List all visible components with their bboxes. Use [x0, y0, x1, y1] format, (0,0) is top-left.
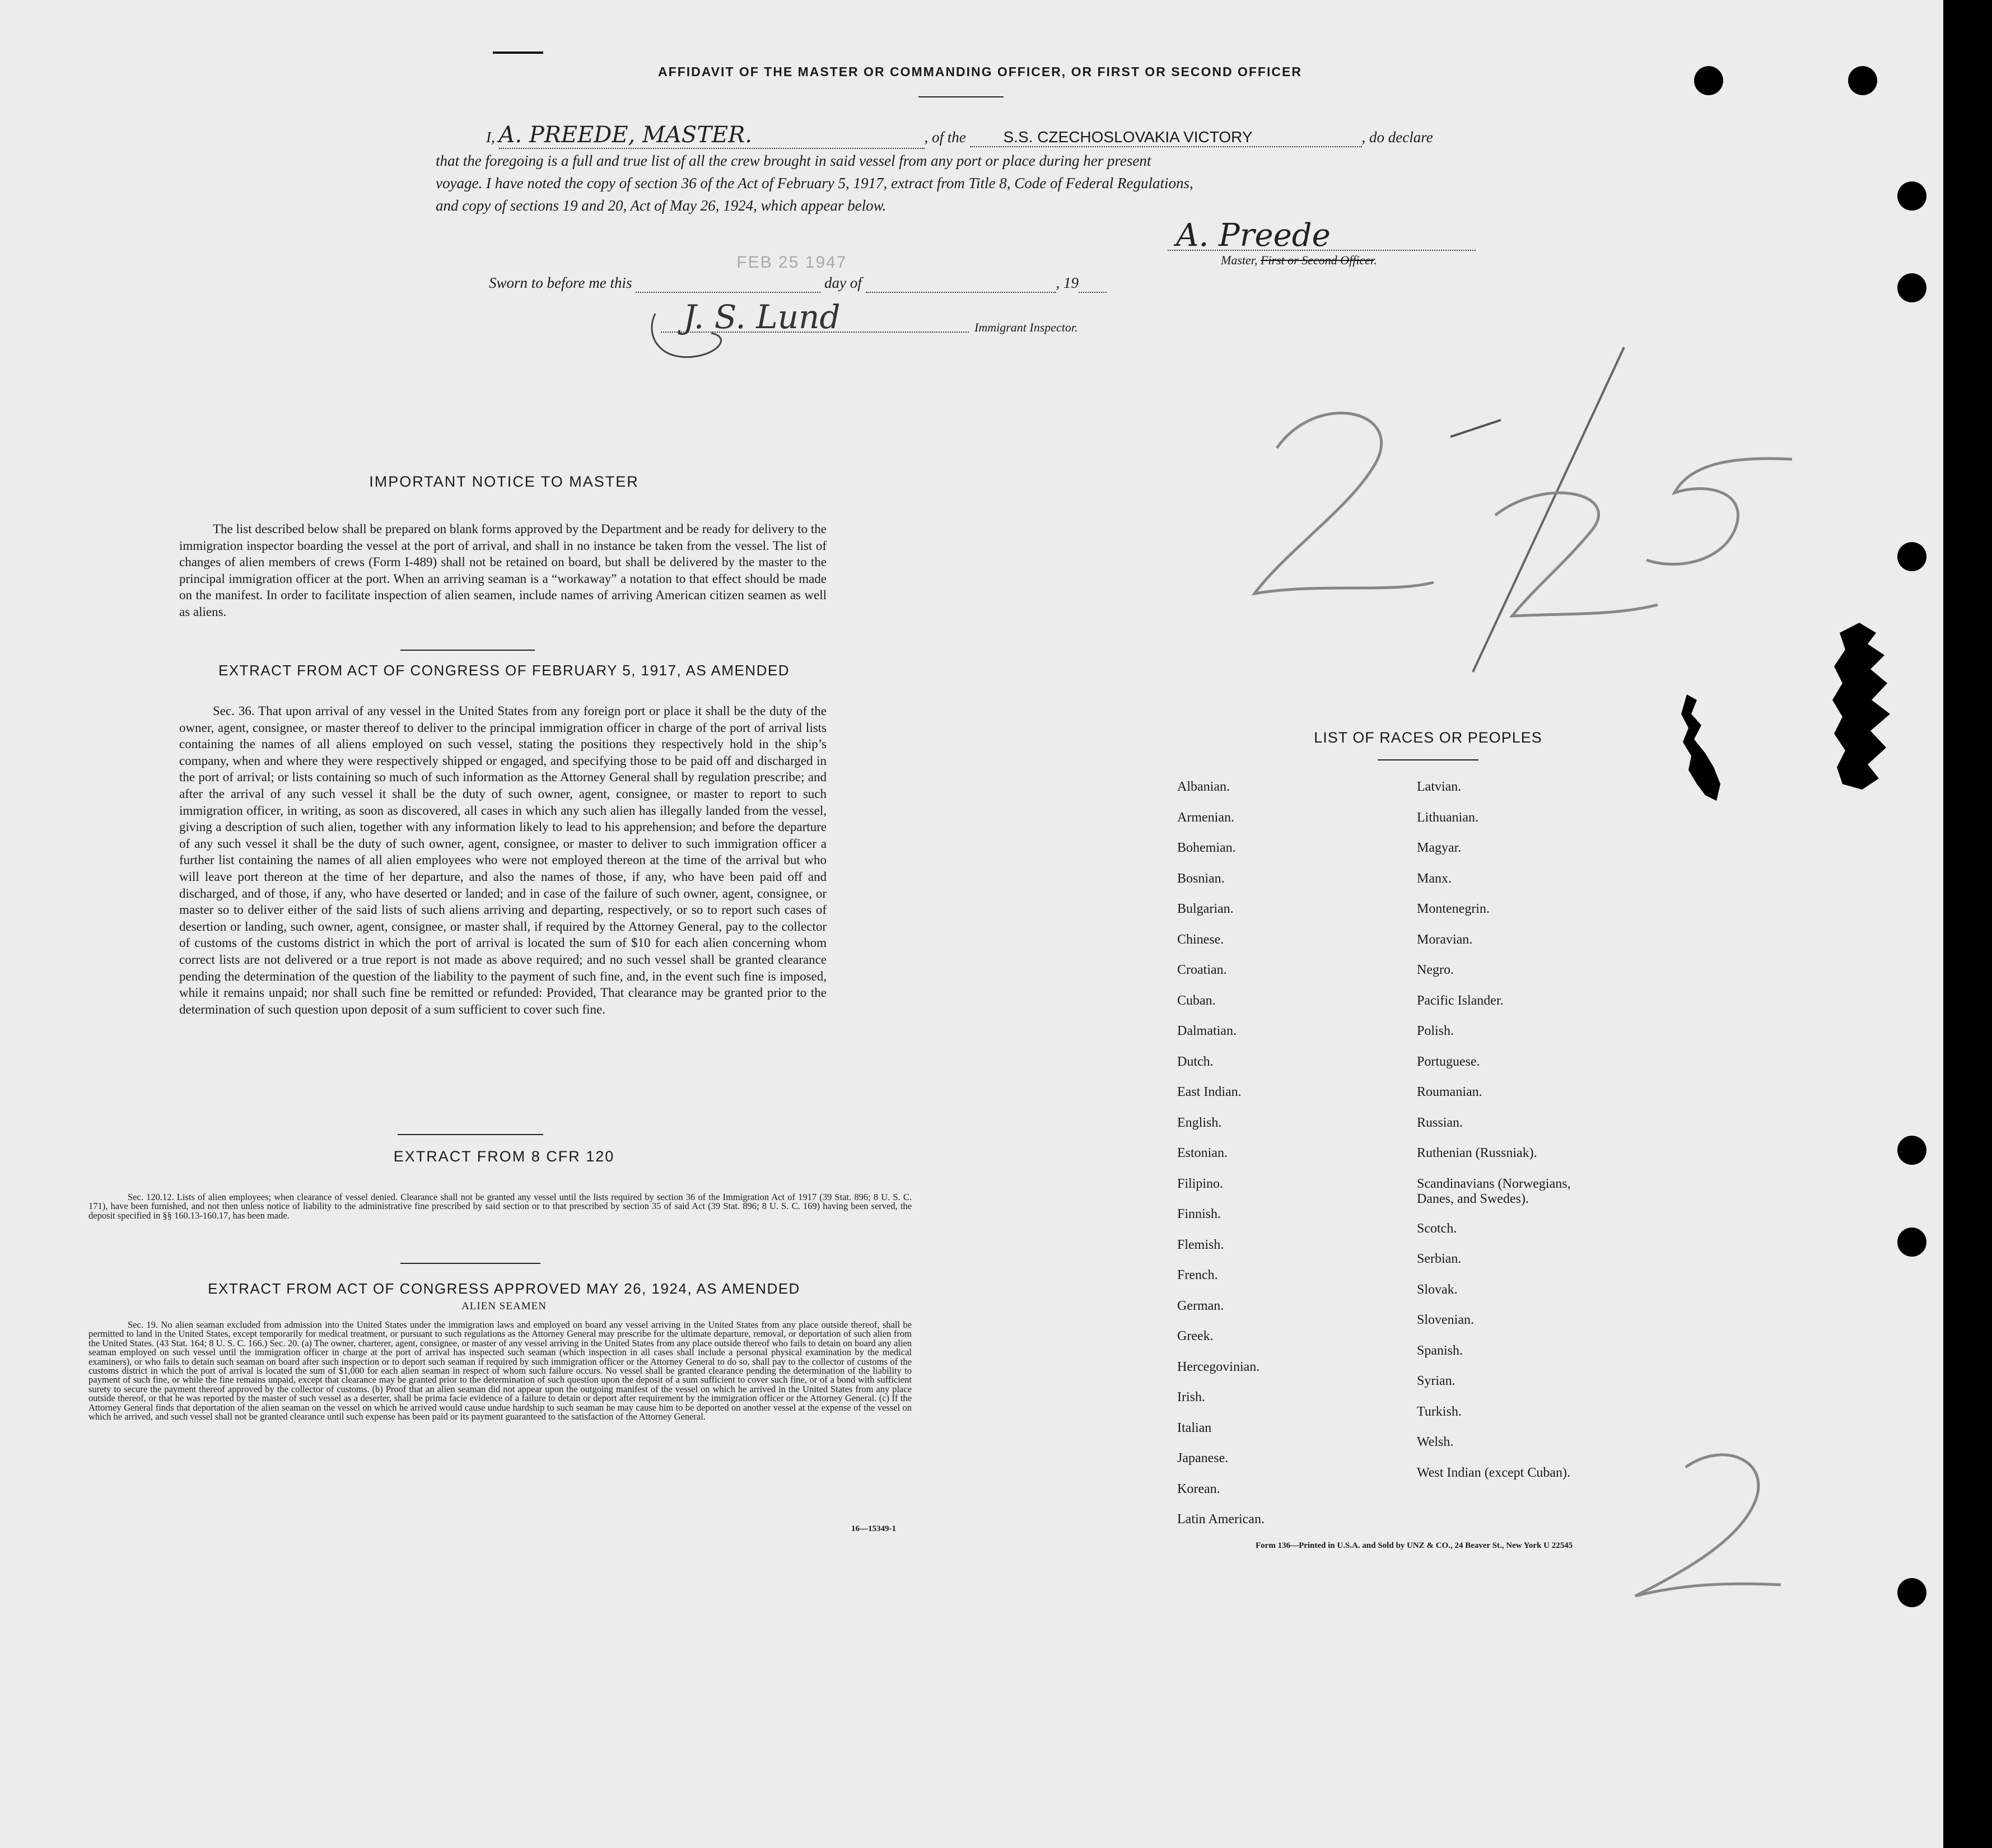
race-list-item: Roumanian. — [1417, 1085, 1482, 1099]
race-list-item: Latin American. — [1177, 1512, 1265, 1527]
races-heading: LIST OF RACES OR PEOPLES — [1314, 729, 1542, 746]
race-list-item: Korean. — [1177, 1481, 1220, 1496]
form-number: 16—15349-1 — [851, 1524, 896, 1533]
master-signature: A. Preede — [1176, 217, 1331, 254]
race-list-item: Japanese. — [1177, 1451, 1229, 1466]
race-list-item: Magyar. — [1417, 841, 1462, 855]
notice-heading: IMPORTANT NOTICE TO MASTER — [369, 473, 639, 490]
race-list-item: Scotch. — [1417, 1221, 1457, 1236]
cfr-text: Sec. 120.12. Lists of alien employees; when clearance of vessel denied. Clearance shall not be granted any vessel until the lists required by section 36 of the Immigration Act of 1917 (39 Stat. 896; 8 U. S. C. 171), have been furnished, and not then unless notice of liability to the administrative fine prescribed by said section or to that prescribed by section 35 of said Act (39 Stat. 896; 8 U. S. C. 169) having been served, the deposit specified in §§ 160.13-160.17, has been made. — [88, 1192, 912, 1221]
binder-hole — [1848, 66, 1877, 95]
dash-mark — [493, 52, 543, 54]
race-list-item: Hercegovinian. — [1177, 1359, 1260, 1374]
race-list-item: Italian — [1177, 1420, 1212, 1435]
race-list-item: Armenian. — [1177, 810, 1234, 825]
race-list-item: Polish. — [1417, 1024, 1454, 1038]
race-list-item: Bohemian. — [1177, 841, 1236, 855]
race-list-item: Estonian. — [1177, 1146, 1228, 1160]
do-declare-text: , do declare — [1361, 129, 1433, 146]
race-list-item: Albanian. — [1177, 780, 1230, 794]
race-list-item: Syrian. — [1417, 1374, 1455, 1388]
extract-1917-text: Sec. 36. That upon arrival of any vessel in the United States from any foreign port or place it shall be the duty of the owner, agent, consignee, or master thereof to deliver to the principal immigration officer in charge of the port of arrival lists containing the names of all aliens employed on such vessel, stating the positions they respectively hold in the ship’s company, when and where they were respectively shipped or engaged, and specifying those to be paid off and discharged in the port of arrival; or lists containing so much of such information as the Attorney General shall by regulation prescribe; and after the arrival of any such vessel it shall be the duty of such owner, agent, consignee, or master to report to such immigration officer, in writing, as soon as discovered, all cases in which any such alien has illegally landed from the vessel, giving a description of such alien, together with any information likely to lead to his apprehension; and before the departure of any such vessel it shall be the duty of such owner, agent, consignee, or master to deliver to such immigration officer a further list containing the names of all alien employees who were not employed thereon at the time of the arrival but who will leave port thereon at the time of her departure, and also the names of those, if any, who have been paid off and discharged, and of those, if any, who have deserted or landed; and in case of the failure of such owner, agent, consignee, or master so to deliver either of the said lists of such aliens arriving and departing, respectively, or so to report such cases of desertion or landing, such owner, agent, consignee, or master shall, if required by the Attorney General, pay to the collector of customs of the customs district in which the port of arrival is located the sum of $10 for each alien concerning whom correct lists are not delivered or a true report is not made as above required; and no such vessel shall be granted clearance pending the determination of the question of the liability to the payment of such fine, and, in the event such fine is imposed, while it remains unpaid; nor shall such fine be remitted or refunded: Provided, That clearance may be granted prior to the determination of such question upon deposit of a sum sufficient to cover such fine. — [179, 704, 827, 1016]
inspector-signature: J. S. Lund — [683, 298, 841, 336]
binder-hole — [1694, 66, 1723, 95]
race-list-item: English. — [1177, 1115, 1222, 1130]
race-list-item: Finnish. — [1177, 1207, 1221, 1221]
race-list-item: Dalmatian. — [1177, 1024, 1237, 1038]
extract-1924-subheading: ALIEN SEAMEN — [461, 1300, 547, 1312]
binder-hole — [1897, 542, 1926, 571]
affidavit-title: AFFIDAVIT OF THE MASTER OR COMMANDING OFFICER, OR FIRST OR SECOND OFFICER — [658, 64, 1302, 79]
extract-1917-heading: EXTRACT FROM ACT OF CONGRESS OF FEBRUARY 5, 1917, AS AMENDED — [218, 662, 790, 679]
title-rule — [918, 96, 1004, 97]
race-list-item: Turkish. — [1417, 1404, 1462, 1419]
race-list-item: Pacific Islander. — [1417, 993, 1504, 1008]
year-prefix: , 19 — [1056, 274, 1079, 291]
race-list-item: Dutch. — [1177, 1054, 1214, 1069]
race-list-item: Filipino. — [1177, 1176, 1224, 1191]
master-signature-line — [1168, 250, 1476, 251]
race-list-item: Chinese. — [1177, 932, 1224, 947]
race-list-item: Cuban. — [1177, 993, 1216, 1008]
affidavit-line1 — [486, 122, 1517, 149]
binder-hole — [1897, 1136, 1926, 1165]
race-list-item: Serbian. — [1417, 1252, 1462, 1266]
race-list-item: French. — [1177, 1268, 1218, 1282]
day-of-text: day of — [824, 274, 862, 291]
master-caption: Master, — [1221, 253, 1258, 267]
sworn-text: Sworn to before me this — [489, 274, 632, 291]
date-mark-drawing — [1232, 336, 1826, 683]
notice-text: The list described below shall be prepared on blank forms approved by the Department and be ready for delivery to the immigration inspector boarding the vessel at the port of arrival, and shall in no instance be taken from the vessel. The list of changes of alien members of crews (Form I-489) shall not be retained on board, but shall be delivered by the master to the principal immigration officer at the port. When an arriving seaman is a “workaway” a notation to that effect should be made on the manifest. In order to facilitate inspection of alien seamen, include names of arriving American citizen seamen as well as aliens. — [179, 522, 827, 619]
races-rule — [1378, 759, 1478, 760]
struck-caption: First or Second Officer — [1260, 253, 1374, 267]
binder-hole — [1897, 1228, 1926, 1257]
of-the-text: , of the — [924, 129, 966, 146]
race-list-item: Scandinavians (Norwegians, Danes, and Swedes). — [1417, 1176, 1571, 1206]
race-list-item: Slovenian. — [1417, 1313, 1474, 1327]
binder-hole — [1897, 181, 1926, 211]
race-list-item: Welsh. — [1417, 1435, 1454, 1449]
extract-1924-text: Sec. 19. No alien seaman excluded from admission into the United States under the immigration laws and employed on board any vessel arriving in the United States from any place outside thereof, shall be permitted to land in the United States, except temporarily for medical treatment, or pursuant to such regulations as the Attorney General may prescribe for the ultimate departure, removal, or deportation of such alien from the United States. (43 Stat. 164; 8 U. S. C. 166.) Sec. 20. (a) The owner, charterer, agent, consignee, or master of any vessel arriving in the United States from any place outside thereof who fails to detain on board any alien seaman employed on such vessel until the immigration officer in charge at the port of arrival has inspected such seaman (which inspection in all cases shall include a personal physical examination by the medical examiners), or who fails to detain such seaman on board after such inspection or to deport such seaman if required by such immigration officer or the Attorney General to do so, shall pay to the collector of customs of the customs district in which the port of arrival is located the sum of $1,000 for each alien seaman in respect of whom such failure occurs. No vessel shall be granted clearance pending the determination of the liability to payment of such fine, or while the fine remains unpaid, except that clearance may be granted prior to the determination of such question upon the deposit of a sum sufficient to cover such fine, or of a bond with sufficient surety to secure the payment thereof approved by the collector of customs. (b) Proof that an alien seaman did not appear upon the outgoing manifest of the vessel on which he arrived in the United States from any place outside thereof, or that he was reported by the master of such vessel as a deserter, shall be prima facie evidence of a failure to detain or deport after requirement by the immigration officer or the Attorney General. (c) If the Attorney General finds that deportation of the alien seaman on the vessel on which he arrived would cause undue hardship to such seaman he may cause him to be deported on another vessel at the expense of the vessel on which he arrived, and such vessel shall not be granted clearance until such expense has been paid or its payment guaranteed to the satisfaction of the Attorney General. — [88, 1319, 912, 1422]
page-number-drawing — [1613, 1445, 1792, 1613]
race-list-item: Greek. — [1177, 1329, 1214, 1343]
race-list-item: Latvian. — [1417, 780, 1462, 794]
date-stamp: FEB 25 1947 — [736, 253, 847, 272]
inspector-line — [661, 332, 969, 333]
extract-1924-heading: EXTRACT FROM ACT OF CONGRESS APPROVED MAY 26, 1924, AS AMENDED — [208, 1280, 800, 1297]
race-list-item: Russian. — [1417, 1115, 1463, 1130]
signature-caption: Master, First or Second Officer. — [1221, 253, 1377, 267]
race-list-item: East Indian. — [1177, 1085, 1242, 1099]
section-rule — [398, 1134, 543, 1135]
race-list-item: Irish. — [1177, 1390, 1205, 1404]
race-list-item: Negro. — [1417, 963, 1454, 977]
sworn-line — [489, 253, 1107, 293]
pronoun-i: I, — [486, 129, 495, 146]
section-rule — [400, 1263, 540, 1264]
race-list-item: Portuguese. — [1417, 1054, 1480, 1069]
race-list-item: Ruthenian (Russniak). — [1417, 1146, 1537, 1160]
signature-flourish — [638, 302, 762, 370]
race-list-item: Flemish. — [1177, 1237, 1224, 1252]
section-rule — [400, 650, 535, 651]
handwritten-page-number — [1613, 1445, 1792, 1613]
race-list-item: Croatian. — [1177, 963, 1227, 977]
master-name-field[interactable]: A. PREEDE, MASTER. — [499, 122, 925, 149]
race-list-item: Montenegrin. — [1417, 902, 1490, 916]
race-list-item: Spanish. — [1417, 1343, 1463, 1358]
race-list-item: Bulgarian. — [1177, 902, 1234, 916]
affidavit-line2: that the foregoing is a full and true list of all the crew brought in said vessel from any port or place during her present — [436, 152, 1151, 169]
race-list-item: Slovak. — [1417, 1282, 1458, 1297]
cfr-heading: EXTRACT FROM 8 CFR 120 — [393, 1148, 615, 1165]
race-list-item: German. — [1177, 1298, 1224, 1313]
race-list-item: Manx. — [1417, 871, 1452, 886]
inspector-caption: Immigrant Inspector. — [974, 320, 1078, 334]
binder-hole — [1897, 1578, 1926, 1607]
sworn-year-field[interactable] — [1079, 274, 1107, 293]
race-list-item: Moravian. — [1417, 932, 1473, 947]
affidavit-line4: and copy of sections 19 and 20, Act of May 26, 1924, which appear below. — [436, 197, 887, 214]
race-list-item: Bosnian. — [1177, 871, 1225, 886]
printer-footer: Form 136—Printed in U.S.A. and Sold by UNZ & CO., 24 Beaver St., New York U 22545 — [1256, 1541, 1573, 1550]
sworn-month-field[interactable] — [866, 274, 1056, 293]
handwritten-date-annotation — [1232, 336, 1826, 683]
affidavit-line3: voyage. I have noted the copy of section 36 of the Act of February 5, 1917, extract from Title 8, Code of Federal Regulations, — [436, 175, 1193, 192]
race-list-item: West Indian (except Cuban). — [1417, 1465, 1570, 1480]
vessel-name-field[interactable]: S.S. CZECHOSLOVAKIA VICTORY — [970, 128, 1362, 147]
race-list-item: Lithuanian. — [1417, 810, 1478, 825]
binder-hole — [1897, 273, 1926, 302]
